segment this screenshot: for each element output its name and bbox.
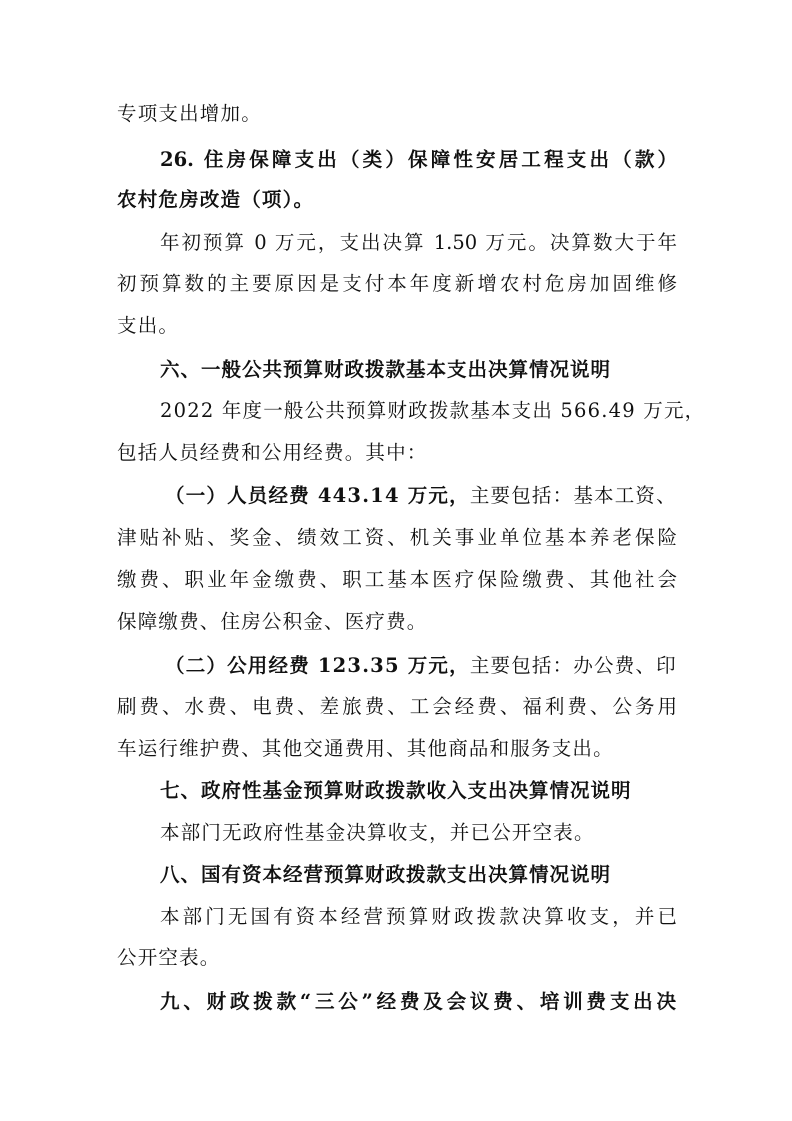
text-line: 2022 年度一般公共预算财政拨款基本支出 566.49 万元， (160, 399, 706, 422)
section-heading: 六、一般公共预算财政拨款基本支出决算情况说明 (160, 358, 612, 381)
text-line: 初预算数的主要原因是支付本年度新增农村危房加固维修 (117, 272, 677, 295)
text-line: 支出。 (117, 314, 180, 337)
text-line: 包括人员经费和公用经费。其中： (117, 441, 428, 464)
subsection-line (165, 651, 677, 681)
subsection-line (165, 481, 677, 511)
text-line: 本部门无政府性基金决算收支，并已公开空表。 (160, 821, 595, 844)
section-heading: 七、政府性基金预算财政拨款收入支出决算情况说明 (160, 779, 632, 802)
text-line: 本部门无国有资本经营预算财政拨款决算收支，并已 (160, 905, 677, 928)
subsection-label: （一）人员经费 443.14 万元， (165, 484, 470, 507)
text-fragment: 主要包括：办公费、印 (469, 654, 677, 677)
text-line: 年初预算 0 万元，支出决算 1.50 万元。决算数大于年 (160, 231, 677, 254)
subsection-label: （二）公用经费 123.35 万元， (165, 654, 470, 677)
item-heading: 26. 住房保障支出（类）保障性安居工程支出（款） (160, 148, 677, 171)
text-line: 专项支出增加。 (117, 102, 262, 125)
text-line: 缴费、职业年金缴费、职工基本医疗保险缴费、其他社会 (117, 568, 677, 591)
text-line: 津贴补贴、奖金、绩效工资、机关事业单位基本养老保险 (117, 526, 677, 549)
text-line: 保障缴费、住房公积金、医疗费。 (117, 610, 428, 633)
text-line: 车运行维护费、其他交通费用、其他商品和服务支出。 (117, 737, 614, 760)
text-line: 刷费、水费、电费、差旅费、工会经费、福利费、公务用 (117, 695, 677, 718)
section-heading: 九、财政拨款“三公”经费及会议费、培训费支出决 (160, 990, 677, 1013)
item-heading: 农村危房改造（项）。 (117, 188, 315, 211)
text-line: 公开空表。 (117, 946, 221, 969)
section-heading: 八、国有资本经营预算财政拨款支出决算情况说明 (160, 863, 612, 886)
text-fragment: 主要包括：基本工资、 (469, 484, 677, 507)
